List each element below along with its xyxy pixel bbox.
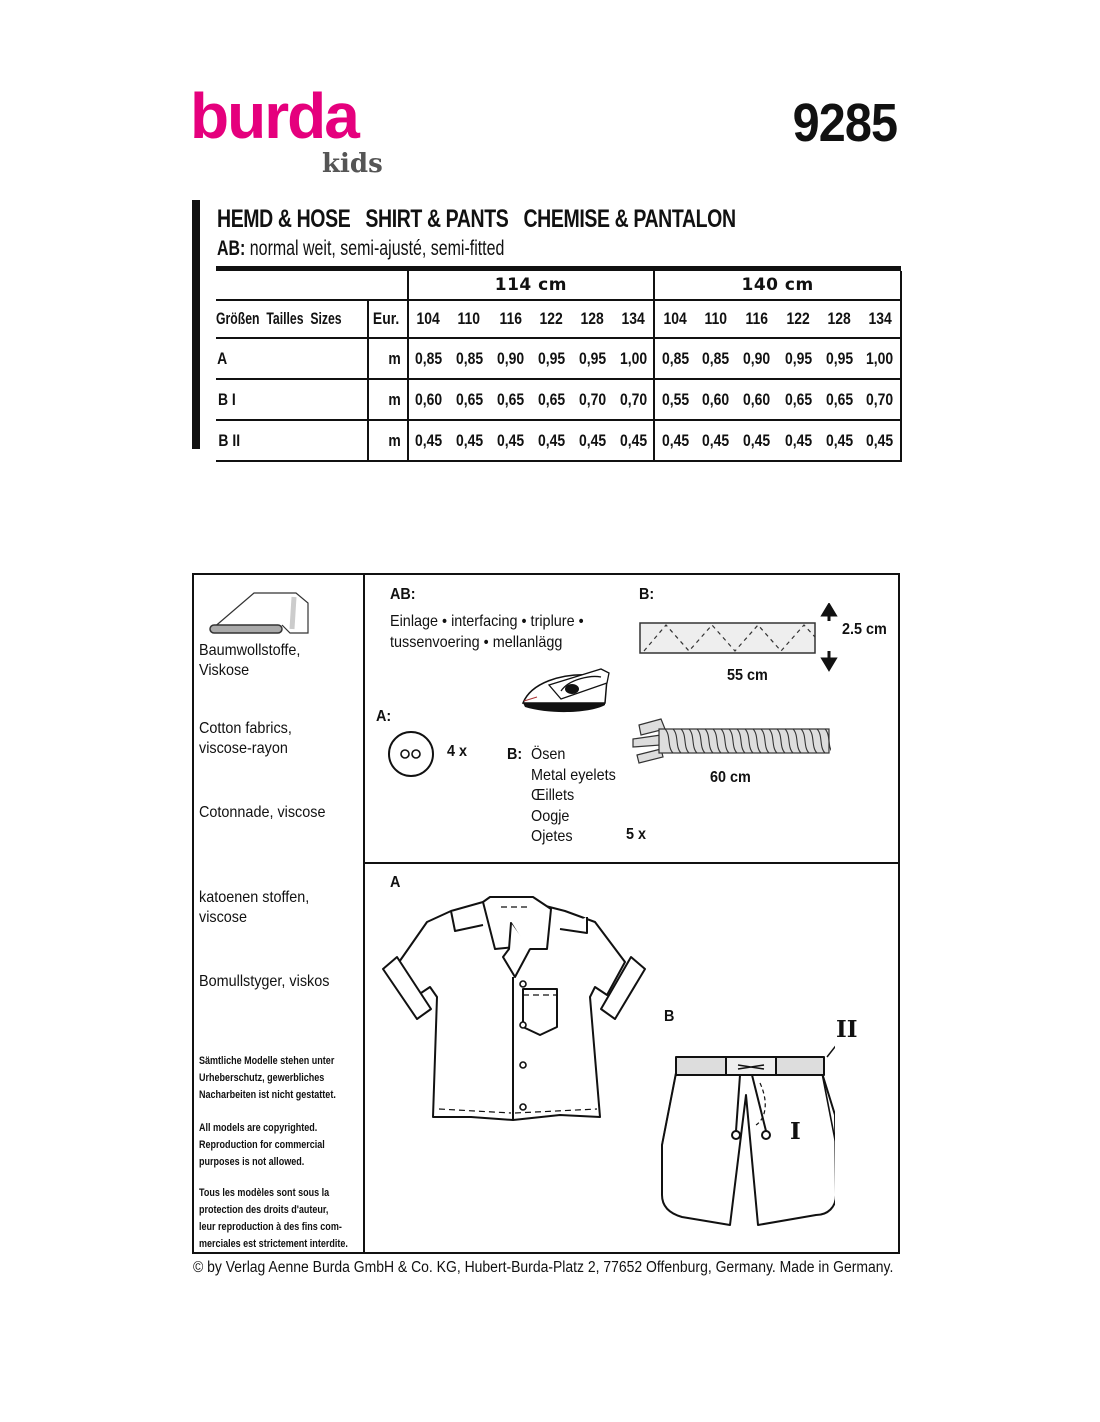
view-a-label: A [390,874,401,891]
yardage-cell: 0,65 [496,389,524,409]
yardage-cell: 0,90 [496,348,524,368]
yardage-cell: 0,70 [578,389,607,409]
size-header: 116 [745,309,769,328]
unit-cell: m [388,348,402,368]
yardage-cell: 0,45 [825,430,853,450]
legal-text-de: Sämtliche Modelle stehen unter Urheberschutz, gewerbliches Nacharbeiten ist nicht gestattet. [199,1055,336,1101]
legal-text-fr: Tous les modèles sont sous la protection des droits d'auteur, leur reproduction à des fins com- merciales est strictement interdite. [199,1187,348,1250]
yardage-row [216,338,901,379]
elastic-width: 2.5 cm [842,621,887,638]
yardage-cell: 0,45 [415,430,443,450]
shirt-drawing [375,877,655,1122]
unit-label: Eur. [373,309,400,328]
yardage-cell: 0,85 [702,348,730,368]
fabric-text-en: Cotton fabrics, viscose-rayon [199,720,292,757]
yardage-cell: 0,55 [661,389,689,409]
interfacing-label: AB: [390,586,416,603]
yardage-cell: 0,45 [619,430,647,450]
size-header: 134 [621,309,645,328]
yardage-cell: 0,45 [578,430,607,450]
yardage-cell: 0,45 [455,430,483,450]
cord-icon [631,715,831,765]
yardage-cell: 0,85 [455,348,483,368]
shorts-part-label-i: I [790,1118,801,1145]
size-header: 104 [663,309,687,328]
yardage-cell: 0,95 [825,348,853,368]
cord-length: 60 cm [710,769,751,786]
yardage-cell: 0,45 [784,430,812,450]
size-header: 128 [827,309,851,328]
yardage-row [216,420,901,461]
fit-description [217,237,504,261]
view-b-label: B [664,1008,675,1025]
yardage-cell: 0,60 [702,389,730,409]
buttons-label: A: [376,708,392,725]
elastic-length: 55 cm [727,667,768,684]
yardage-table [216,266,902,462]
size-header: 122 [786,309,810,328]
size-header: 134 [868,309,892,328]
fabric-text-sv: Bomullstyger, viskos [199,973,330,990]
yardage-row [216,379,901,420]
fit-label: AB: [217,237,246,260]
yardage-cell: 0,45 [537,430,565,450]
yardage-cell: 0,65 [455,389,483,409]
interfacing-text: Einlage • interfacing • triplure • tussenvoering • mellanlägg [390,613,584,651]
shorts-part-label-ii: II [836,1016,858,1043]
yardage-cell: 0,45 [866,430,894,450]
shorts-drawing [660,1035,835,1235]
sizes-label: Größen Tailles Sizes [216,309,342,328]
yardage-cell: 0,95 [578,348,607,368]
yardage-cell: 0,85 [661,348,689,368]
legal-text-en: All models are copyrighted. Reproduction for commercial purposes is not allowed. [199,1122,325,1168]
eyelets-names: Ösen Metal eyelets Œillets Oogje Ojetes [531,746,616,845]
header-accent-bar [192,200,200,449]
yardage-cell: 1,00 [619,348,647,368]
size-header: 110 [704,309,728,328]
eyelets-quantity: 5 x [626,826,647,843]
logo-burda-text: burda [190,80,358,152]
size-header: 116 [499,309,522,328]
size-header: 128 [580,309,605,328]
yardage-cell: 0,45 [496,430,524,450]
yardage-cell: 0,45 [702,430,730,450]
yardage-cell: 0,60 [415,389,443,409]
copyright-footer: © by Verlag Aenne Burda GmbH & Co. KG, Hubert-Burda-Platz 2, 77652 Offenburg, Germany. Made in Germany. [193,1259,894,1276]
yardage-cell: 0,90 [743,348,771,368]
yardage-cell: 1,00 [866,348,894,368]
unit-cell: m [388,389,402,409]
fabrics-notions-panel [192,573,900,1254]
fabric-text-nl: katoenen stoffen, viscose [199,889,310,926]
unit-cell: m [388,430,402,450]
view-label: B I [217,389,236,409]
logo-kids-text: kids [322,149,383,179]
iron-icon [521,663,611,715]
yardage-cell: 0,65 [784,389,812,409]
size-header: 122 [539,309,564,328]
yardage-cell: 0,85 [415,348,443,368]
fabric-text-fr: Cotonnade, viscose [199,804,326,821]
yardage-cell: 0,60 [743,389,771,409]
fabric-width-140: 140 cm [654,271,901,300]
yardage-cell: 0,70 [619,389,647,409]
button-icon [387,730,435,778]
section-divider [365,862,898,864]
elastic-label: B: [639,586,655,603]
eyelets-label: B: [507,746,523,763]
yardage-cell: 0,65 [537,389,565,409]
fabric-width-114: 114 cm [408,271,655,300]
size-header: 110 [457,309,481,328]
yardage-cell: 0,95 [784,348,812,368]
burda-kids-logo [190,80,405,183]
fabrics-column [194,575,365,1252]
pattern-number: 9285 [792,93,897,153]
yardage-cell: 0,95 [537,348,565,368]
yardage-cell: 0,45 [661,430,689,450]
view-label: A [217,348,228,368]
yardage-cell: 0,45 [743,430,771,450]
fit-text: normal weit, semi-ajusté, semi-fitted [249,237,505,260]
yardage-cell: 0,65 [825,389,853,409]
fabric-text-de: Baumwollstoffe, Viskose [199,642,301,679]
fabric-bolt-icon [208,589,314,637]
pattern-title: HEMD & HOSE SHIRT & PANTS CHEMISE & PANTALON [217,205,736,233]
view-label: B II [218,430,241,450]
yardage-cell: 0,70 [866,389,894,409]
size-header: 104 [416,309,441,328]
buttons-quantity: 4 x [447,743,468,760]
